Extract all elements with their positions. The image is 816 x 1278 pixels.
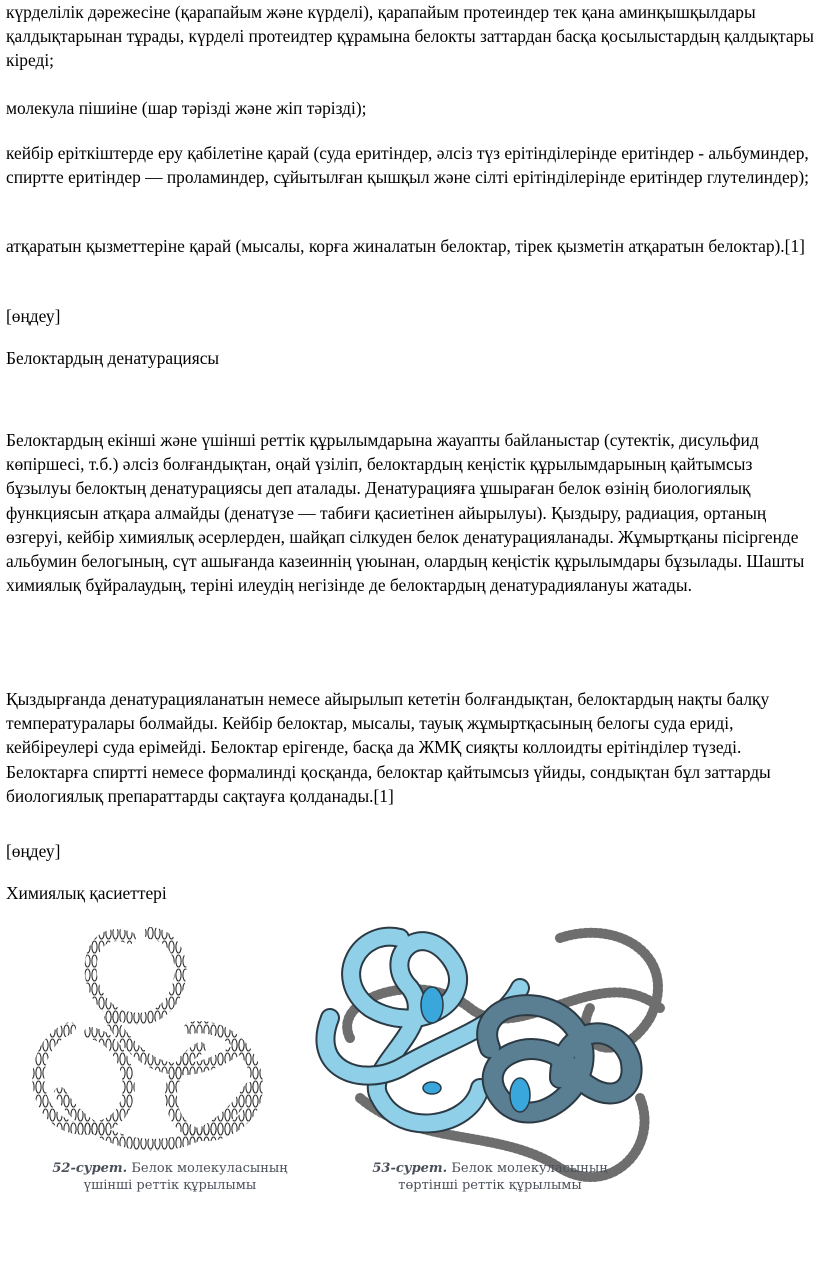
paragraph-denaturation: Белоктардың екінші және үшінші реттік құрылымдарына жауапты байланыстар (сутектік, дисульфид көпіршесі, т.б.) әлсіз болғандықтан, оңай үзіліп, белоктардың кеңістік құрылымдарының қайтымсыз бұзылуы белоктың денатурациясы деп аталады. Денатурацияға ұшыраған белок өзінің биологиялық функциясын атқара алмайды (денатүзе — табиғи қасиетінен айырылуы). Қыздыру, радиация, ортаның өзгеруі, кейбір химиялық әсерлерден, шайқап сілкуден белок денатурацияланады. Жұмыртқаны пісіргенде альбумин белогының, сүт ашығанда казеиннің үюынан, олардың кеңістік құрылымдары бұзылады. Шашты химиялық бұйралаудың, теріні илеудің негізінде де белоктардың денатурадиялануы жатады. [6,430,805,596]
heme-group-3 [423,1082,441,1094]
figure-52-caption [20,1160,320,1194]
section-heading-chemical-properties: Химиялық қасиеттері [6,883,167,903]
tertiary-structure-illustration [38,933,257,1145]
paragraph-classification-complexity: күрделілік дәрежесіне (қарапайым және күрделі), қарапайым протеиндер тек қана аминқышқылдары қалдықтарынан тұрады, күрделі протеидтер құрамына белокты заттардан басқа қосылыстардың қалдықтары кіреді; [6,2,814,71]
figure-52-caption-line1: Белок молекуласының [131,1161,288,1176]
figure-53-caption-line1: Белок молекуласының [451,1161,608,1176]
edit-link[interactable]: [өңдеу] [6,841,61,861]
figure-53-caption-line2: төртінші реттік құрылымы [398,1178,582,1193]
edit-link[interactable]: [өңдеу] [6,306,61,326]
figure-52-caption-line2: үшінші реттік құрылымы [83,1178,257,1193]
figure-53-caption [340,1160,640,1194]
paragraph-classification-function: атқаратын қызметтеріне қарай (мысалы, корға жиналатын белоктар, тірек қызметін атқаратын белоктар).[1] [6,236,805,256]
paragraph-melting: Қыздырғанда денатурацияланатын немесе айырылып кететін болғандықтан, белоктардың нақты балқу температуралары болмайды. Кейбір белоктар, мысалы, тауық жұмыртқасының белогы суда ериді, кейбіреулері суда ерімейді. Белоктар ерігенде, басқа да ЖМҚ сияқты коллоидты ерітінділер түзеді. Белоктарға спиртті немесе формалинді қосқанда, белоктар қайтымсыз үйиды, сондықтан бұл заттарды биологиялық препараттарды сақтауға қолданады.[1] [6,689,771,806]
heme-group-1 [421,987,443,1023]
paragraph-classification-shape: молекула пішиіне (шар тәрізді және жіп тәрізді); [6,98,367,118]
paragraph-classification-solubility: кейбір еріткіштерде еру қабілетіне қарай (суда еритіндер, әлсіз түз ерітінділерінде еритіндер - альбуминдер, спиртте еритіндер — проламиндер, сұйытылған қышқыл және сілті ерітінділерінде еритіндер глутелиндер); [6,143,809,188]
figure-52-number: 52-сурет. [52,1161,128,1176]
quaternary-structure-illustration [325,933,660,1177]
figure-53-number: 53-сурет. [372,1161,448,1176]
heme-group-2 [510,1078,530,1112]
helix-loop-top [91,933,181,1019]
section-heading-denaturation: Белоктардың денатурациясы [6,348,220,368]
